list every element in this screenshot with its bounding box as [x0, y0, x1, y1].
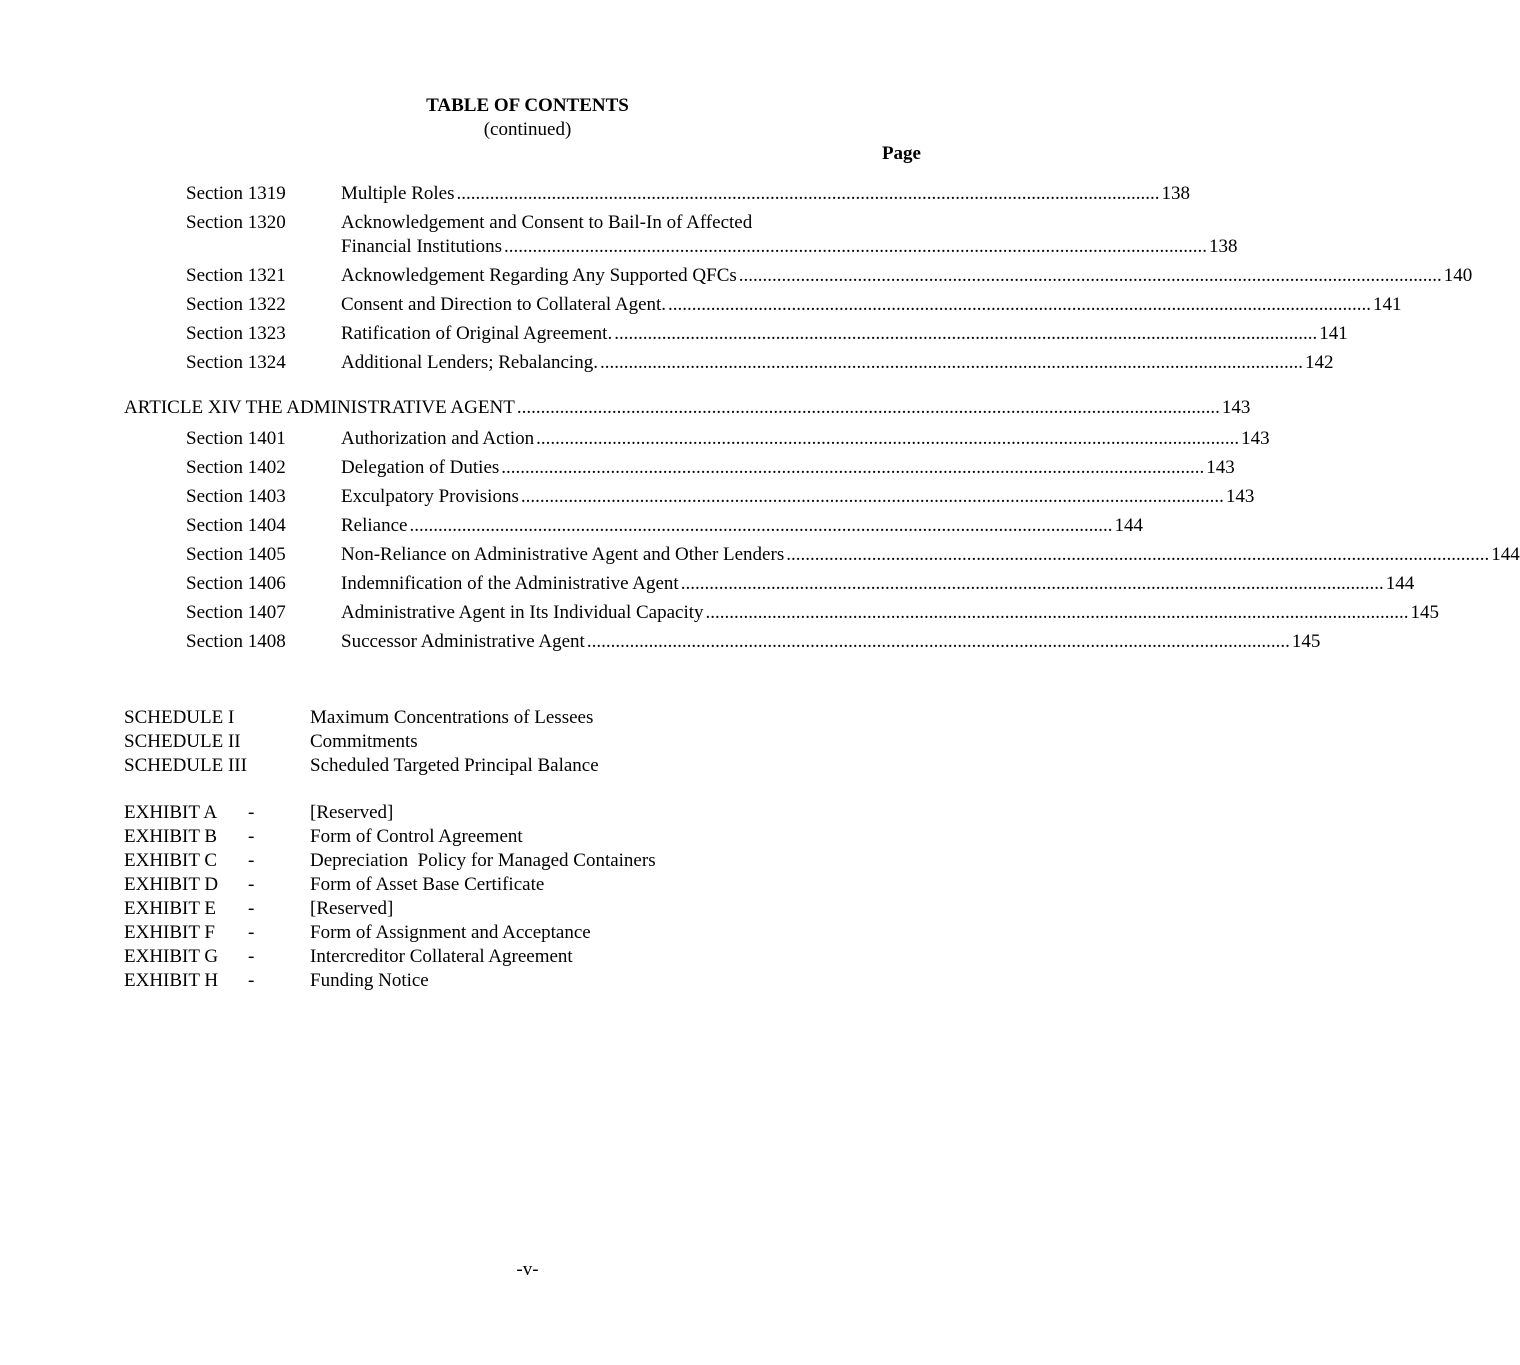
exhibit-title: [Reserved]	[310, 898, 394, 919]
exhibit-dash: -	[248, 826, 255, 847]
exhibit-title: Funding Notice	[310, 970, 429, 991]
section-title: Indemnification of the Administrative Agent	[341, 573, 679, 594]
section-page: 138	[1208, 236, 1238, 257]
section-page: 141	[1373, 294, 1402, 315]
exhibit-label: EXHIBIT G	[124, 946, 219, 967]
toc-subtitle: (continued)	[483, 119, 572, 140]
section-page: 144	[1114, 515, 1143, 536]
page-column-label: Page	[881, 143, 921, 164]
schedule-label: SCHEDULE I	[124, 707, 235, 728]
section-page: 144	[1385, 573, 1415, 594]
exhibit-dash: -	[248, 850, 255, 871]
section-number: Section 1319	[186, 183, 286, 204]
exhibit-label: EXHIBIT B	[124, 826, 218, 847]
section-page: 140	[1443, 265, 1473, 286]
schedule-title: Scheduled Targeted Principal Balance	[310, 755, 599, 776]
dot-leader: ....................................................................................................................................................	[503, 236, 1207, 257]
section-page: 145	[1291, 631, 1321, 652]
section-title: Successor Administrative Agent	[341, 631, 585, 652]
section-title: Acknowledgement Regarding Any Supported QFCs	[341, 265, 737, 286]
section-page: 145	[1410, 602, 1440, 623]
section-title-line1: Acknowledgement and Consent to Bail-In of Affected	[341, 212, 753, 233]
dot-leader: ....................................................................................................................................................	[705, 602, 1409, 623]
exhibit-title: Depreciation Policy for Managed Containers	[310, 850, 656, 871]
dot-leader: ....................................................................................................................................................	[680, 573, 1384, 594]
page-number: -v-	[516, 1259, 539, 1280]
section-page: 144	[1491, 544, 1520, 565]
schedule-title: Commitments	[310, 731, 418, 752]
dot-leader: ....................................................................................................................................................	[516, 397, 1220, 418]
section-title: Authorization and Action	[341, 428, 535, 449]
section-title: Additional Lenders; Rebalancing.	[341, 352, 598, 373]
dot-leader: ....................................................................................................................................................	[520, 486, 1224, 507]
section-number: Section 1408	[186, 631, 286, 652]
section-number: Section 1324	[186, 352, 286, 373]
exhibit-label: EXHIBIT H	[124, 970, 219, 991]
exhibit-label: EXHIBIT F	[124, 922, 215, 943]
schedule-label: SCHEDULE II	[124, 731, 241, 752]
exhibit-label: EXHIBIT E	[124, 898, 216, 919]
section-title: Delegation of Duties	[341, 457, 500, 478]
dot-leader: ....................................................................................................................................................	[456, 183, 1160, 204]
dot-leader: ....................................................................................................................................................	[599, 352, 1303, 373]
exhibit-label: EXHIBIT D	[124, 874, 219, 895]
section-number: Section 1405	[186, 544, 286, 565]
schedule-label: SCHEDULE III	[124, 755, 247, 776]
section-title: Ratification of Original Agreement.	[341, 323, 613, 344]
section-title: Non-Reliance on Administrative Agent and Other Lenders	[341, 544, 785, 565]
exhibit-dash: -	[248, 946, 255, 967]
schedule-title: Maximum Concentrations of Lessees	[310, 707, 594, 728]
section-number: Section 1321	[186, 265, 286, 286]
section-title: Administrative Agent in Its Individual Capacity	[341, 602, 704, 623]
dot-leader: ....................................................................................................................................................	[668, 294, 1372, 315]
exhibit-title: Intercreditor Collateral Agreement	[310, 946, 573, 967]
exhibit-label: EXHIBIT C	[124, 850, 218, 871]
section-number: Section 1320	[186, 212, 286, 233]
dot-leader: ....................................................................................................................................................	[738, 265, 1442, 286]
exhibit-dash: -	[248, 898, 255, 919]
section-number: Section 1322	[186, 294, 286, 315]
toc-title: TABLE OF CONTENTS	[426, 95, 629, 116]
section-page: 141	[1319, 323, 1348, 344]
section-title: Consent and Direction to Collateral Agent.	[341, 294, 667, 315]
dot-leader: ....................................................................................................................................................	[536, 428, 1240, 449]
section-title: Reliance	[341, 515, 408, 536]
article-page: 143	[1221, 397, 1251, 418]
section-number: Section 1404	[186, 515, 286, 536]
dot-leader: ....................................................................................................................................................	[614, 323, 1318, 344]
exhibit-dash: -	[248, 970, 255, 991]
section-title: Exculpatory Provisions	[341, 486, 519, 507]
section-number: Section 1323	[186, 323, 286, 344]
exhibit-dash: -	[248, 922, 255, 943]
section-number: Section 1407	[186, 602, 286, 623]
exhibit-dash: -	[248, 802, 255, 823]
section-page: 143	[1225, 486, 1255, 507]
dot-leader: ....................................................................................................................................................	[501, 457, 1205, 478]
article-title: ARTICLE XIV THE ADMINISTRATIVE AGENT	[124, 397, 515, 418]
exhibit-title: Form of Control Agreement	[310, 826, 523, 847]
section-page: 138	[1161, 183, 1190, 204]
dot-leader: ....................................................................................................................................................	[786, 544, 1490, 565]
dot-leader: ....................................................................................................................................................	[409, 515, 1113, 536]
section-number: Section 1401	[186, 428, 286, 449]
exhibit-title: [Reserved]	[310, 802, 394, 823]
exhibit-dash: -	[248, 874, 255, 895]
section-number: Section 1406	[186, 573, 286, 594]
section-title: Financial Institutions	[341, 236, 502, 257]
section-number: Section 1403	[186, 486, 286, 507]
exhibit-title: Form of Asset Base Certificate	[310, 874, 545, 895]
dot-leader: ....................................................................................................................................................	[586, 631, 1290, 652]
section-title: Multiple Roles	[341, 183, 455, 204]
section-page: 143	[1206, 457, 1235, 478]
toc-article-entry[interactable]	[124, 396, 1251, 420]
exhibit-label: EXHIBIT A	[124, 802, 218, 823]
section-page: 143	[1241, 428, 1270, 449]
section-number: Section 1402	[186, 457, 286, 478]
section-page: 142	[1304, 352, 1334, 373]
exhibit-title: Form of Assignment and Acceptance	[310, 922, 591, 943]
